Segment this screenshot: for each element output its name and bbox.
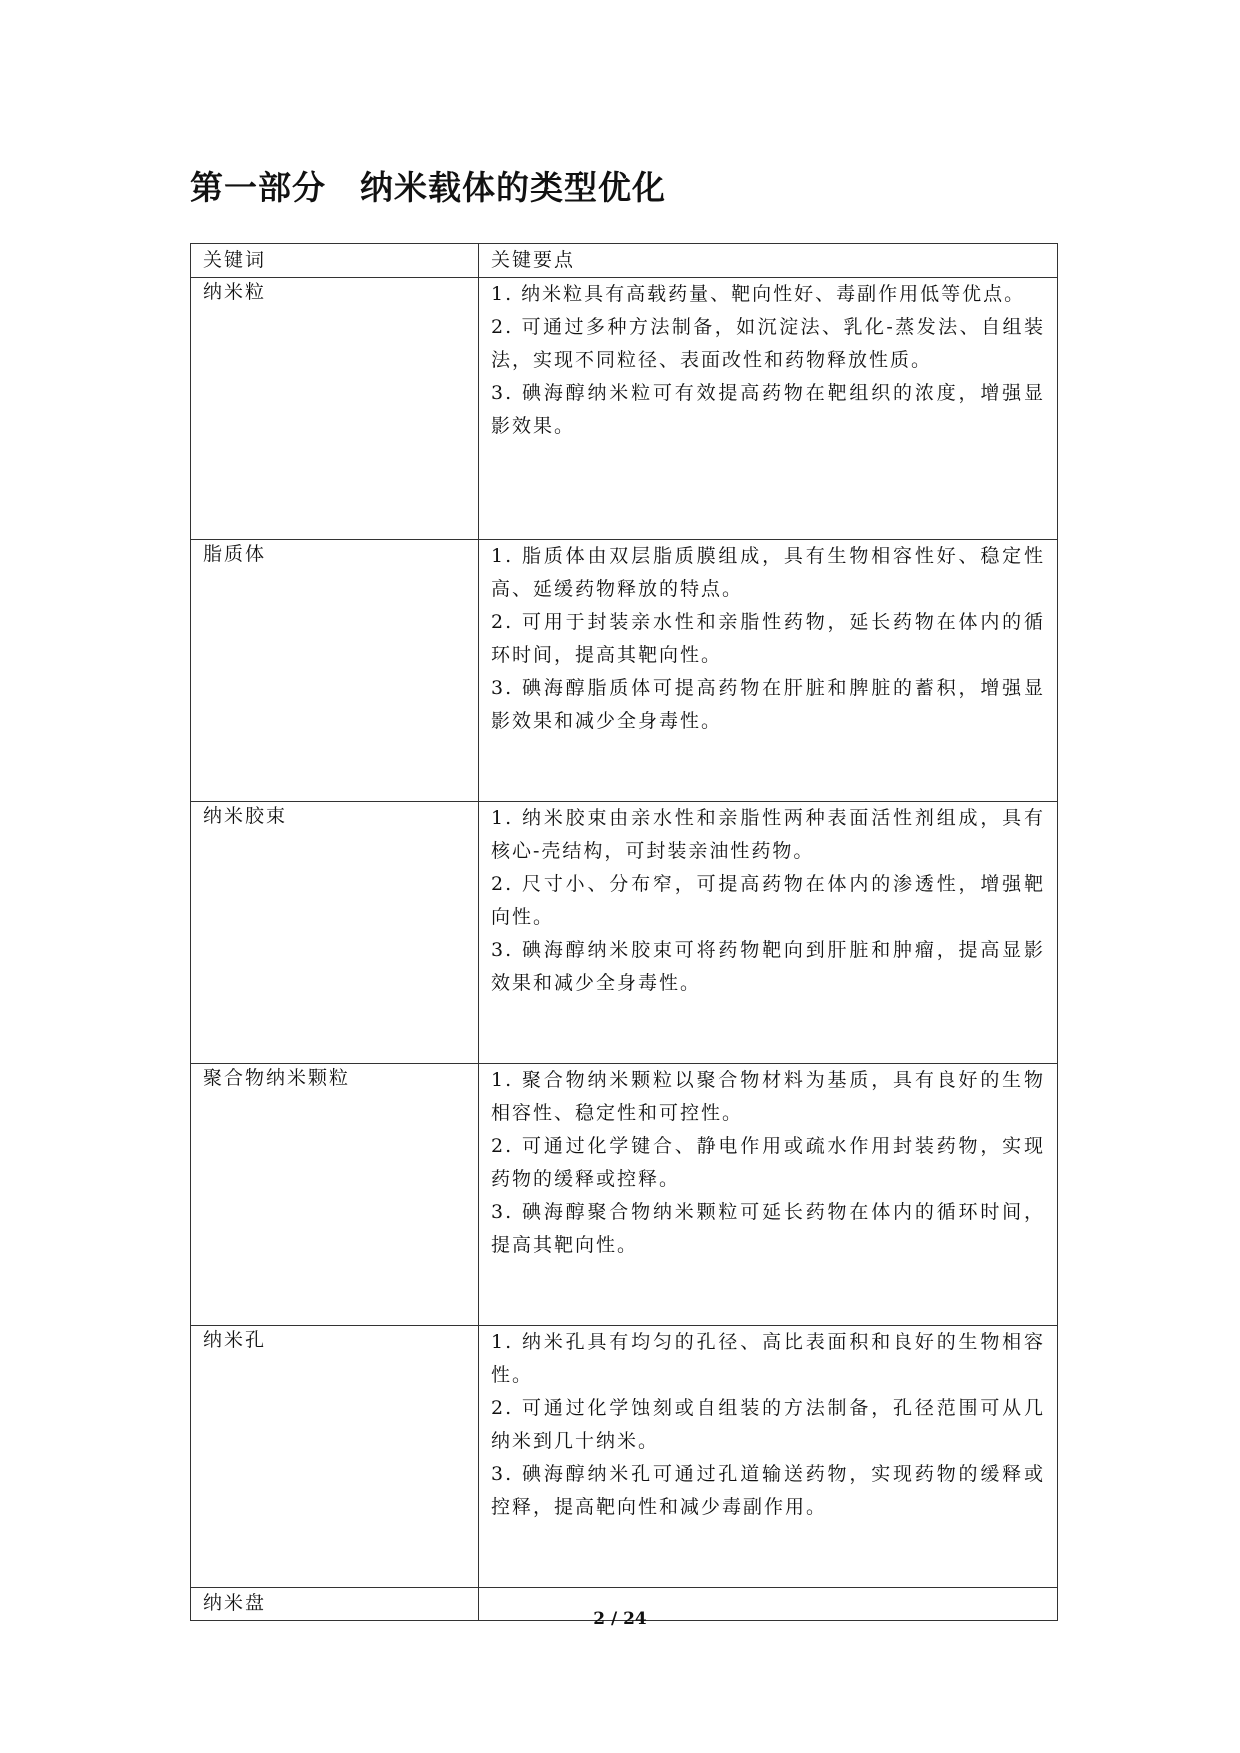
keyword-cell: 聚合物纳米颗粒 xyxy=(191,1064,479,1326)
key-point: 2. 可通过多种方法制备，如沉淀法、乳化-蒸发法、自组装法，实现不同粒径、表面改性和药物释放性质。 xyxy=(491,316,1045,371)
key-point: 3. 碘海醇纳米孔可通过孔道输送药物，实现药物的缓释或控释，提高靶向性和减少毒副作用。 xyxy=(491,1463,1045,1518)
key-point: 2. 可通过化学键合、静电作用或疏水作用封装药物，实现药物的缓释或控释。 xyxy=(491,1135,1045,1190)
key-points-cell xyxy=(479,802,1058,1064)
table-row xyxy=(191,278,1058,540)
key-point: 3. 碘海醇脂质体可提高药物在肝脏和脾脏的蓄积，增强显影效果和减少全身毒性。 xyxy=(491,677,1045,732)
page-number: 2 / 24 xyxy=(593,1609,647,1629)
keyword-cell: 脂质体 xyxy=(191,540,479,802)
key-point: 3. 碘海醇纳米粒可有效提高药物在靶组织的浓度，增强显影效果。 xyxy=(491,382,1045,437)
key-points-cell xyxy=(479,540,1058,802)
keyword-cell: 纳米盘 xyxy=(191,1588,479,1621)
key-point: 3. 碘海醇聚合物纳米颗粒可延长药物在体内的循环时间，提高其靶向性。 xyxy=(491,1201,1045,1256)
keyword-cell: 纳米孔 xyxy=(191,1326,479,1588)
table-row xyxy=(191,1326,1058,1588)
page-title: 第一部分 纳米载体的类型优化 xyxy=(190,168,666,207)
key-points-table xyxy=(190,243,1058,1621)
key-point: 1. 纳米孔具有均匀的孔径、高比表面积和良好的生物相容性。 xyxy=(491,1331,1045,1386)
key-point: 1. 纳米粒具有高载药量、靶向性好、毒副作用低等优点。 xyxy=(491,283,1026,305)
key-point: 2. 可通过化学蚀刻或自组装的方法制备，孔径范围可从几纳米到几十纳米。 xyxy=(491,1397,1045,1452)
table-row xyxy=(191,540,1058,802)
keyword-cell: 纳米粒 xyxy=(191,278,479,540)
header-key-points: 关键要点 xyxy=(479,244,1058,278)
table-header-row xyxy=(191,244,1058,278)
key-point: 2. 尺寸小、分布窄，可提高药物在体内的渗透性，增强靶向性。 xyxy=(491,873,1045,928)
key-point: 2. 可用于封装亲水性和亲脂性药物，延长药物在体内的循环时间，提高其靶向性。 xyxy=(491,611,1045,666)
key-point: 3. 碘海醇纳米胶束可将药物靶向到肝脏和肿瘤，提高显影效果和减少全身毒性。 xyxy=(491,939,1045,994)
key-point: 1. 聚合物纳米颗粒以聚合物材料为基质，具有良好的生物相容性、稳定性和可控性。 xyxy=(491,1069,1045,1124)
key-points-cell xyxy=(479,1326,1058,1588)
key-points-cell xyxy=(479,1064,1058,1326)
key-points-cell xyxy=(479,278,1058,540)
table-row xyxy=(191,802,1058,1064)
key-point: 1. 纳米胶束由亲水性和亲脂性两种表面活性剂组成，具有核心-壳结构，可封装亲油性药物。 xyxy=(491,807,1045,862)
header-keyword: 关键词 xyxy=(191,244,479,278)
keyword-cell: 纳米胶束 xyxy=(191,802,479,1064)
table-row xyxy=(191,1064,1058,1326)
key-point: 1. 脂质体由双层脂质膜组成，具有生物相容性好、稳定性高、延缓药物释放的特点。 xyxy=(491,545,1045,600)
